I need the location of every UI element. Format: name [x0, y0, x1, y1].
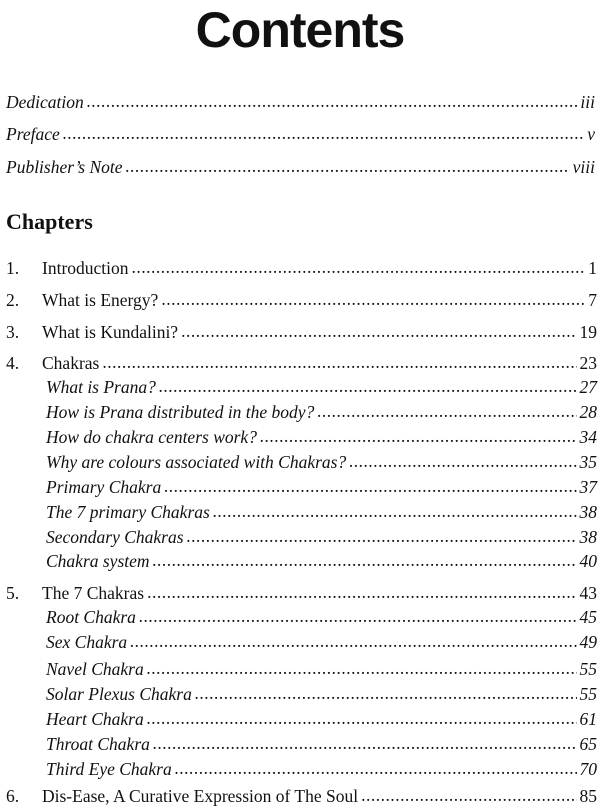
toc-subentry[interactable]	[46, 708, 597, 730]
toc-entry-label: Publisher’s Note	[6, 157, 123, 177]
toc-subentry[interactable]	[46, 606, 597, 628]
toc-entry-label: Why are colours associated with Chakras?	[46, 452, 347, 472]
toc-entry-page: 27	[579, 377, 597, 397]
dot-leader	[164, 475, 576, 497]
toc-entry-chapter-5[interactable]	[42, 582, 597, 604]
dot-leader	[63, 122, 584, 144]
dot-leader	[361, 784, 576, 806]
toc-entry-label: Introduction	[42, 258, 129, 278]
toc-entry-chapter-1[interactable]	[42, 257, 597, 279]
toc-subentry[interactable]	[46, 733, 597, 755]
toc-entry-page: 49	[579, 632, 597, 652]
toc-entry-page: viii	[572, 157, 595, 177]
toc-entry-page: 38	[579, 502, 597, 522]
toc-entry-label: The 7 primary Chakras	[46, 502, 210, 522]
dot-leader	[87, 90, 578, 112]
toc-entry-page: 38	[579, 527, 597, 547]
toc-entry-page: 61	[579, 709, 597, 729]
toc-entry-page: 40	[579, 551, 597, 571]
toc-entry-chapter-4[interactable]	[42, 352, 597, 374]
chapter-number: 6.	[6, 786, 20, 806]
toc-entry-label: The 7 Chakras	[42, 583, 145, 603]
toc-subentry[interactable]	[46, 401, 597, 423]
dot-leader	[126, 155, 570, 177]
toc-entry-page: 19	[579, 322, 597, 342]
dot-leader	[349, 450, 576, 472]
toc-entry-label: Chakra system	[46, 551, 150, 571]
toc-entry-label: Third Eye Chakra	[46, 759, 172, 779]
toc-entry-label: Secondary Chakras	[46, 527, 184, 547]
toc-entry-label: Root Chakra	[46, 607, 136, 627]
toc-entry-label: Solar Plexus Chakra	[46, 684, 192, 704]
toc-entry-page: 23	[579, 353, 597, 373]
toc-entry-label: How is Prana distributed in the body?	[46, 402, 315, 422]
toc-subentry[interactable]	[46, 758, 597, 780]
toc-entry-page: 34	[579, 427, 597, 447]
dot-leader	[213, 500, 577, 522]
chapter-number: 4.	[6, 353, 20, 373]
toc-entry-page: 1	[588, 258, 597, 278]
dot-leader	[147, 657, 577, 679]
toc-subentry[interactable]	[46, 501, 597, 523]
toc-subentry[interactable]	[46, 683, 597, 705]
dot-leader	[102, 351, 576, 373]
chapter-number: 3.	[6, 322, 20, 342]
toc-entry-page: 55	[579, 684, 597, 704]
toc-subentry[interactable]	[46, 550, 597, 572]
toc-entry-page: 70	[579, 759, 597, 779]
toc-subentry[interactable]	[46, 426, 597, 448]
toc-entry-chapter-6[interactable]	[42, 785, 597, 807]
chapter-number: 1.	[6, 258, 20, 278]
toc-entry-page: 35	[579, 452, 597, 472]
toc-entry-page: 45	[579, 607, 597, 627]
toc-entry-chapter-2[interactable]	[42, 289, 597, 311]
toc-entry-label: Dedication	[6, 92, 84, 112]
dot-leader	[139, 605, 577, 627]
toc-subentry[interactable]	[46, 376, 597, 398]
toc-entry-label: Chakras	[42, 353, 100, 373]
dot-leader	[181, 320, 576, 342]
section-heading: Chapters	[6, 209, 93, 234]
chapter-number: 2.	[6, 290, 20, 310]
dot-leader	[187, 525, 577, 547]
dot-leader	[175, 757, 577, 779]
toc-subentry[interactable]	[46, 631, 597, 653]
toc-entry-page: 55	[579, 659, 597, 679]
toc-entry-label: What is Prana?	[46, 377, 156, 397]
toc-entry-label: Preface	[6, 124, 60, 144]
toc-entry-page: 85	[579, 786, 597, 806]
dot-leader	[317, 400, 576, 422]
toc-subentry[interactable]	[46, 451, 597, 473]
dot-leader	[260, 425, 577, 447]
dot-leader	[130, 630, 576, 652]
toc-entry-dedication[interactable]	[6, 91, 595, 113]
toc-subentry[interactable]	[46, 526, 597, 548]
dot-leader	[147, 707, 577, 729]
toc-entry-label: Sex Chakra	[46, 632, 128, 652]
toc-entry-page: 28	[579, 402, 597, 422]
chapter-number: 5.	[6, 583, 20, 603]
dot-leader	[147, 581, 576, 603]
toc-entry-page: 65	[579, 734, 597, 754]
toc-entry-label: How do chakra centers work?	[46, 427, 257, 447]
dot-leader	[153, 549, 577, 571]
toc-entry-page: 7	[588, 290, 597, 310]
toc-entry-publishers-note[interactable]	[6, 156, 595, 178]
dot-leader	[159, 375, 577, 397]
page-title: Contents	[195, 2, 405, 58]
toc-entry-label: Throat Chakra	[46, 734, 150, 754]
dot-leader	[153, 732, 577, 754]
toc-entry-page: 37	[579, 477, 597, 497]
toc-entry-page: iii	[580, 92, 595, 112]
dot-leader	[132, 256, 586, 278]
toc-entry-chapter-3[interactable]	[42, 321, 597, 343]
toc-entry-label: What is Kundalini?	[42, 322, 179, 342]
dot-leader	[161, 288, 585, 310]
toc-subentry[interactable]	[46, 476, 597, 498]
dot-leader	[195, 682, 577, 704]
toc-entry-label: Dis-Ease, A Curative Expression of The Soul	[42, 786, 359, 806]
toc-subentry[interactable]	[46, 658, 597, 680]
toc-entry-preface[interactable]	[6, 123, 595, 145]
toc-entry-label: Primary Chakra	[46, 477, 162, 497]
toc-entry-page: v	[587, 124, 595, 144]
toc-entry-page: 43	[579, 583, 597, 603]
toc-entry-label: Navel Chakra	[46, 659, 144, 679]
toc-entry-label: What is Energy?	[42, 290, 159, 310]
toc-entry-label: Heart Chakra	[46, 709, 144, 729]
